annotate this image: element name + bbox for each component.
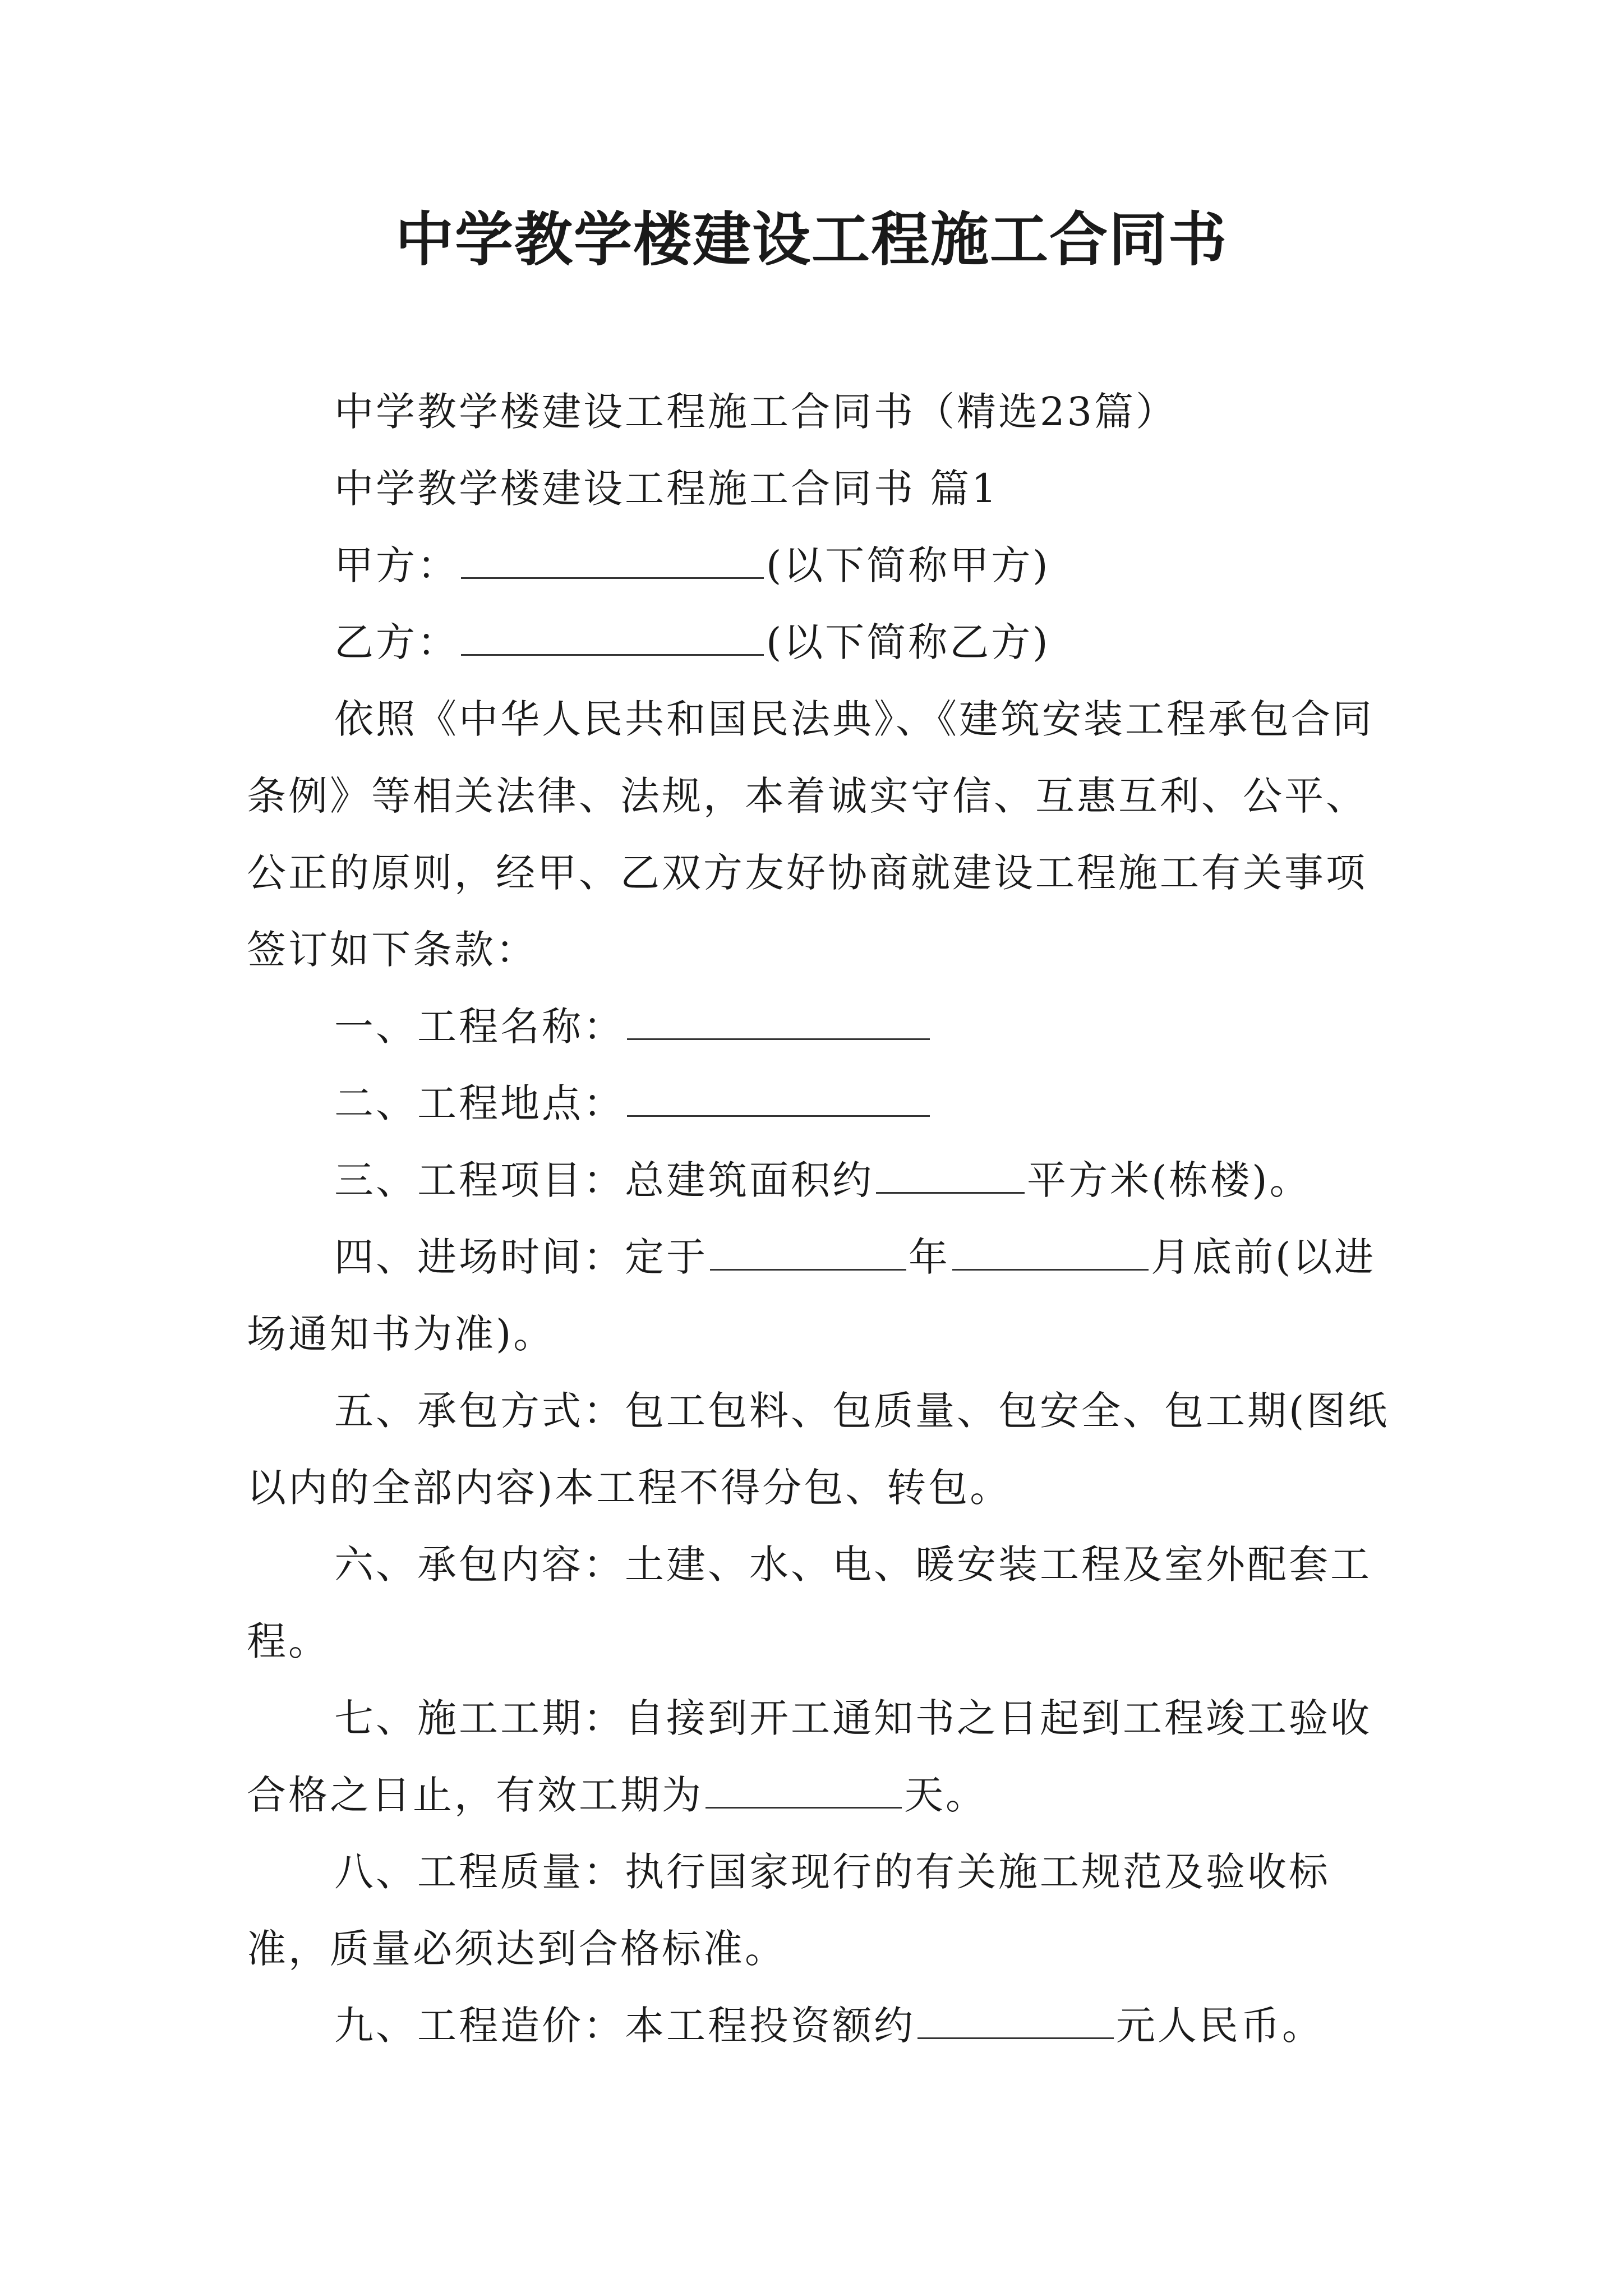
party-b-blank bbox=[461, 617, 764, 656]
clause-1-label: 一、工程名称： bbox=[334, 1004, 625, 1050]
project-name-blank bbox=[627, 1001, 930, 1040]
clause-2-label: 二、工程地点： bbox=[334, 1080, 625, 1126]
clause-9-pre: 九、工程造价：本工程投资额约 bbox=[334, 2003, 915, 2049]
party-b-label: 乙方： bbox=[334, 619, 459, 665]
amount-blank bbox=[917, 2000, 1114, 2039]
party-a-blank bbox=[461, 540, 764, 579]
clause-3 bbox=[247, 1142, 1391, 1219]
clause-9-post: 元人民币。 bbox=[1116, 2003, 1324, 2049]
party-a-suffix: (以下简称甲方) bbox=[766, 542, 1050, 588]
clause-7-pre: 七、施工工期：自接到开工通知书之日起到工程竣工验收合格之日止，有效工期为 bbox=[247, 1695, 1372, 1818]
document-body bbox=[247, 374, 1391, 2064]
clause-4-mid: 年 bbox=[909, 1234, 950, 1280]
party-a-line bbox=[247, 527, 1391, 604]
document-title: 中学教学楼建设工程施工合同书 bbox=[395, 205, 1228, 274]
clause-4 bbox=[247, 1219, 1391, 1373]
duration-blank bbox=[706, 1770, 902, 1809]
party-b-line bbox=[247, 604, 1391, 681]
clause-8: 八、工程质量：执行国家现行的有关施工规范及验收标准，质量必须达到合格标准。 bbox=[247, 1849, 1330, 1972]
year-blank bbox=[710, 1232, 906, 1271]
area-blank bbox=[876, 1155, 1025, 1194]
project-location-blank bbox=[627, 1078, 930, 1117]
party-a-label: 甲方： bbox=[334, 542, 459, 588]
subtitle: 中学教学楼建设工程施工合同书（精选23篇） bbox=[334, 389, 1178, 435]
section-heading: 中学教学楼建设工程施工合同书 篇1 bbox=[334, 466, 999, 512]
clause-2 bbox=[247, 1065, 1391, 1142]
clause-7-post: 天。 bbox=[904, 1772, 987, 1818]
clause-1 bbox=[247, 988, 1391, 1065]
clause-9 bbox=[247, 1987, 1391, 2064]
party-b-suffix: (以下简称乙方) bbox=[766, 619, 1050, 665]
clause-5: 五、承包方式：包工包料、包质量、包安全、包工期(图纸以内的全部内容)本工程不得分包、转包。 bbox=[247, 1388, 1390, 1511]
clause-6: 六、承包内容：土建、水、电、暖安装工程及室外配套工程。 bbox=[247, 1542, 1372, 1664]
clause-7 bbox=[247, 1680, 1391, 1834]
preamble: 依照《中华人民共和国民法典》、《建筑安装工程承包合同条例》等相关法律、法规，本着诚实守信、互惠互利、公平、公正的原则，经甲、乙双方友好协商就建设工程施工有关事项签订如下条款： bbox=[247, 696, 1374, 973]
clause-4-pre: 四、进场时间：定于 bbox=[334, 1234, 708, 1280]
clause-3-pre: 三、工程项目：总建筑面积约 bbox=[334, 1157, 874, 1203]
clause-4-post: 月底前(以进场通知书为准)。 bbox=[247, 1234, 1376, 1357]
month-blank bbox=[952, 1232, 1149, 1271]
clause-3-post: 平方米(栋楼)。 bbox=[1027, 1157, 1311, 1203]
